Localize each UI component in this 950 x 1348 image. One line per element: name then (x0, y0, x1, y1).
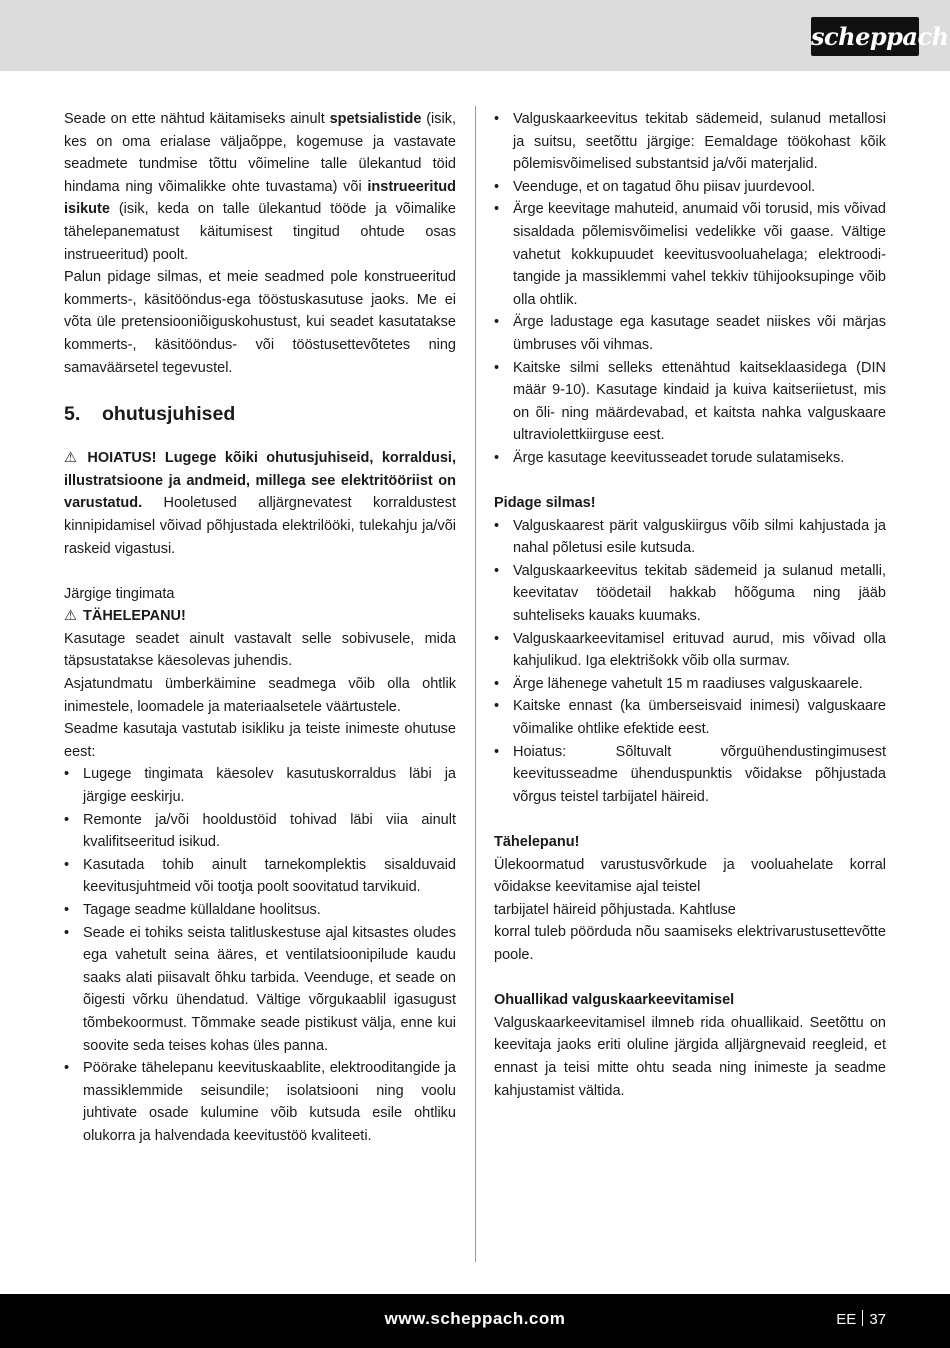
list-item: • Tagage seadme küllaldane hoolitsus. (64, 899, 456, 922)
list-item: • Seade ei tohiks seista talitluskestuse ajal kitsastes oludes ega vahetult seina ääres, et ventilatsioonipilude kaudu saaks alati piisavalt õhku tarbida. Veenduge, et seade on õigesti võrku ühendatud. Vältige võrgukaablil igasugust tõmbekoormust. Tõmmake seade pistikust välja, enne kui soovite seda teises kohas üles panna. (64, 922, 456, 1058)
attention-label: ⚠ TÄHELEPANU! (64, 608, 186, 625)
list-item: • Pöörake tähelepanu keevituskaablite, elektrooditangide ja massiklemmide seisundile; isolatsiooni ning voolu juhtivate osade kulumine võib kutsuda esile ohtliku olukorra ja halvendada keevitustöö kvaliteeti. (64, 1057, 456, 1147)
intro-paragraph-1: Seade on ette nähtud käitamiseks ainult spetsialistide (isik, kes on oma erialase väljaõppe, kogemuse ja vastavate seadmete tundmise tõttu võimeline talle ülekantud töid hindama ning võimalikke ohte tuvastama) või instrueeritud isikute (isik, keda on talle ülekantud tööde ja võimalike tähelepanematust käitumisest tingitud ohtude osas instrueeritud) poolt. (64, 111, 456, 263)
list-item: • Ärge ladustage ega kasutage seadet niiskes või märjas ümbruses või vihmas. (494, 311, 886, 356)
warning-paragraph (64, 447, 456, 560)
danger-heading: Ohuallikad valguskaarkeevitamisel (494, 992, 735, 1009)
section-heading (64, 401, 456, 427)
section-title: ohutusjuhised (102, 403, 236, 426)
list-item: • Kaitske ennast (ka ümberseisvaid inimesi) valguskaare võimalike ohtlike efektide eest. (494, 695, 886, 740)
follow-text: Järgige tingimata (64, 585, 175, 602)
list-item: • Kasutada tohib ainult tarnekomplektis sisalduvaid keevitusjuhtmeid või tootja poolt soovitatud tarvikuid. (64, 854, 456, 899)
bold-term-instructed: instrueeritud isikute (64, 178, 456, 218)
language-code: EE (836, 1311, 857, 1328)
list-item: • Hoiatus: Sõltuvalt võrguühendustingimusest keevitusseadme ühenduspunktis võidakse põhjustada võrgus teistel tarbijatel häireid. (494, 741, 886, 809)
list-item: • Remonte ja/või hooldustöid tohivad läbi viia ainult kvalifitseeritud isikud. (64, 809, 456, 854)
eyes-heading: Pidage silmas! (494, 495, 596, 512)
attention-paragraph-2: Asjatundmatu ümberkäimine seadmega võib olla ohtlik inimestele, loomadele ja materiaalsetele väärtustele. (64, 676, 456, 715)
list-item: • Kaitske silmi selleks ettenähtud kaitseklaasidega (DIN määr 9-10). Kasutage kindaid ja kuiva kaitseriietust, mis on õli- ning määrdevabad, et kaitsta nahka valguskaare ultraviolettkiirguse eest. (494, 357, 886, 447)
list-item: • Ärge lähenege vahetult 15 m raadiuses valguskaarele. (494, 673, 886, 696)
list-item: • Valguskaarest pärit valguskiirgus võib silmi kahjustada ja nahal põletusi esile kutsuda. (494, 515, 886, 560)
bold-term-specialists: spetsialistide (329, 111, 422, 127)
attention-line-2: tarbijatel häireid põhjustada. Kahtluse (494, 901, 736, 918)
list-item: • Veenduge, et on tagatud õhu piisav juurdevool. (494, 176, 886, 199)
page-indicator (836, 1310, 886, 1328)
intro-paragraph-2: Palun pidage silmas, et meie seadmed pole konstrueeritud kommerts-, käsitööndus-ega tööstuskasutuse jaoks. Me ei võta üle pretensiooniõiguskohustust, kui seadet kasutatakse kommerts-, käsitööndus- või tööstusettevõtetes ning samaväärsetel tegevustel. (64, 269, 456, 376)
page-number: 37 (869, 1311, 886, 1328)
website-link[interactable]: www.scheppach.com (384, 1309, 566, 1328)
warning-triangle-icon: ⚠ (64, 450, 82, 467)
attention-paragraph-3: Seadme kasutaja vastutab isikliku ja teiste inimeste ohutuse eest: (64, 721, 456, 760)
attention-heading: Tähelepanu! (494, 834, 580, 850)
eyes-bullet-list (494, 515, 886, 809)
list-item: • Valguskaarkeevitus tekitab sädemeid ja sulanud metalli, keevitatav töödetail hakkab hõõguma ning jääb suhteliseks kauaks kuumaks. (494, 560, 886, 628)
attention-paragraph-1: Kasutage seadet ainult vastavalt selle sobivusele, mida täpsustatakse käesolevas juhendis. (64, 630, 456, 670)
top-bar (0, 0, 950, 71)
column-divider (475, 106, 476, 1262)
section-number: 5. (64, 403, 81, 426)
left-column (64, 108, 456, 1148)
right-column (494, 108, 886, 1102)
attention-line-1: Ülekoormatud varustusvõrkude ja vooluahelate korral võidakse keevitamise ajal teistel (494, 856, 886, 896)
warning-text: Hooletused alljärgnevatest korraldustest kinnipidamisel võivad põhjustada elektrilööki, tulekahju ja/või raskeid vigastusi. (64, 495, 456, 557)
welding-bullet-list (494, 108, 886, 470)
page-separator (862, 1310, 863, 1326)
list-item: • Valguskaarkeevitamisel erituvad aurud, mis võivad olla kahjulikud. Iga elektrišokk võib olla surmav. (494, 628, 886, 673)
list-item: • Lugege tingimata käesolev kasutuskorraldus läbi ja järgige eeskirju. (64, 763, 456, 808)
scheppach-logo: scheppach (811, 17, 919, 56)
list-item: • Ärge kasutage keevitusseadet torude sulatamiseks. (494, 447, 886, 470)
danger-paragraph: Valguskaarkeevitamisel ilmneb rida ohuallikaid. Seetõttu on keevitaja jaoks eriti oluline järgida alljärgnevaid reegleid, et ennast ja teisi mitte ohtu seada ning inimeste ja seadme kahjustamist vältida. (494, 1014, 886, 1099)
attention-line-3: korral tuleb pöörduda nõu saamiseks elektrivarustusettevõtte poole. (494, 924, 886, 963)
attention-triangle-icon: ⚠ (64, 608, 77, 625)
footer-bar (0, 1294, 950, 1348)
safety-bullet-list (64, 763, 456, 1147)
list-item: • Ärge keevitage mahuteid, anumaid või torusid, mis võivad sisaldada põlemisvõimelisi vedelikke või gaase. Vältige vahetut kokkupuudet keevitusvooluahelaga; elektrooditangide ja massiklemmi vahel tekkiv tühijooksupinge võib olla ohtlik. (494, 198, 886, 311)
warning-bold-text: HOIATUS! Lugege kõiki ohutusjuhiseid, korraldusi, illustratsioone ja andmeid, millega see elektritööriist on varustatud. (64, 450, 456, 512)
list-item: • Valguskaarkeevitus tekitab sädemeid, sulanud metallosi ja suitsu, seetõttu järgige: Eemaldage töökohast kõik põlemisvõimelised substantsid ja/või materjalid. (494, 108, 886, 176)
